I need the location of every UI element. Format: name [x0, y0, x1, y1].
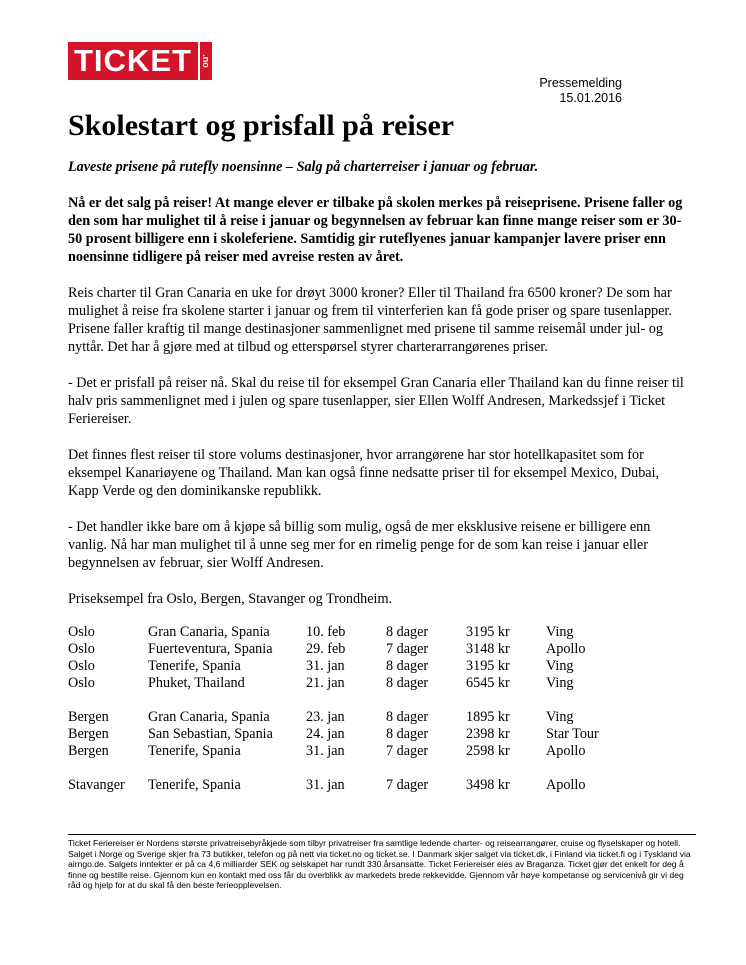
- logo-tld: .no: [200, 42, 212, 80]
- operator-cell: Apollo: [546, 777, 586, 793]
- city-cell: Oslo: [68, 624, 95, 640]
- ticket-logo: [68, 42, 212, 80]
- city-cell: Stavanger: [68, 777, 125, 793]
- price-cell: 3195 kr: [466, 658, 510, 674]
- date-cell: 23. jan: [306, 709, 345, 725]
- table-row: [68, 726, 646, 743]
- duration-cell: 7 dager: [386, 641, 429, 657]
- operator-cell: Apollo: [546, 743, 586, 759]
- table-row: [68, 675, 646, 692]
- operator-cell: Ving: [546, 624, 574, 640]
- operator-cell: Star Tour: [546, 726, 599, 742]
- press-label: Pressemelding: [539, 76, 622, 90]
- destination-cell: Tenerife, Spania: [148, 777, 241, 793]
- paragraph: Reis charter til Gran Canaria en uke for drøyt 3000 kroner? Eller til Thailand fra 6500 kroner? De som har mulighet å reise fra skolene starter i januar og frem til vinterferien kan få gode priser og spare tusenlapper. Prisene faller kraftig til mange destinasjoner sammenlignet med prisene til samme reisemål under jul- og nyttår. Det har å gjøre med at tilbud og etterspørsel styrer charterarrangørenes priser.: [68, 285, 672, 355]
- duration-cell: 8 dager: [386, 658, 429, 674]
- table-spacer: [68, 692, 646, 709]
- lead-paragraph: Nå er det salg på reiser! At mange elever er tilbake på skolen merkes på reiseprisene. Prisene faller og den som har mulighet til å reise i januar og begynnelsen av februar kan finne mange reiser som er 30-50 prosent billigere enn i skoleferiene. Samtidig gir ruteflyenes januar kampanjer lavere priser enn noensinne tidligere på reiser med avreise resten av året.: [68, 195, 683, 265]
- destination-cell: Tenerife, Spania: [148, 658, 241, 674]
- table-row: [68, 641, 646, 658]
- table-row: [68, 624, 646, 641]
- city-cell: Bergen: [68, 709, 109, 725]
- operator-cell: Ving: [546, 658, 574, 674]
- table-row: [68, 743, 646, 760]
- date-cell: 31. jan: [306, 743, 345, 759]
- paragraph: Det finnes flest reiser til store volums destinasjoner, hvor arrangørene har stor hotellkapasitet som for eksempel Kanariøyene og Thailand. Man kan også finne nedsatte priser til for eksempel Mexico, Dubai, Kapp Verde og den dominikanske republikk.: [68, 447, 660, 499]
- price-cell: 2398 kr: [466, 726, 510, 742]
- operator-cell: Ving: [546, 675, 574, 691]
- price-cell: 1895 kr: [466, 709, 510, 725]
- article-body: [68, 158, 688, 794]
- destination-cell: Fuerteventura, Spania: [148, 641, 273, 657]
- price-table: [68, 624, 646, 794]
- destination-cell: Gran Canaria, Spania: [148, 709, 270, 725]
- date-cell: 29. feb: [306, 641, 346, 657]
- date-cell: 31. jan: [306, 777, 345, 793]
- date-cell: 31. jan: [306, 658, 345, 674]
- duration-cell: 8 dager: [386, 675, 429, 691]
- duration-cell: 8 dager: [386, 709, 429, 725]
- destination-cell: Tenerife, Spania: [148, 743, 241, 759]
- paragraph: - Det er prisfall på reiser nå. Skal du reise til for eksempel Gran Canaria eller Thailand kan du finne reiser til halv pris sammenlignet med i julen og spare tusenlapper, sier Ellen Wolff Andresen, Markedssjef i Ticket Feriereiser.: [68, 375, 684, 427]
- operator-cell: Apollo: [546, 641, 586, 657]
- date-cell: 21. jan: [306, 675, 345, 691]
- destination-cell: San Sebastian, Spania: [148, 726, 273, 742]
- subtitle: Laveste prisene på rutefly noensinne – Salg på charterreiser i januar og februar.: [68, 159, 539, 175]
- destination-cell: Phuket, Thailand: [148, 675, 245, 691]
- city-cell: Bergen: [68, 726, 109, 742]
- paragraph: - Det handler ikke bare om å kjøpe så billig som mulig, også de mer eksklusive reisene er billigere enn vanlig. Nå har man mulighet til å unne seg mer for en rimelig penge for de som kan reise i januar eller begynnelsen av februar, sier Wolff Andresen.: [68, 519, 651, 571]
- duration-cell: 7 dager: [386, 777, 429, 793]
- duration-cell: 8 dager: [386, 726, 429, 742]
- company-footer: Ticket Feriereiser er Nordens største privatreisebyråkjede som tilbyr privatreiser fra samtlige ledende charter- og reisearrangører, cruise og flyselskaper og hotell. Salget i Norge og Sverige skjer fra 73 butikker, telefon og på nett via ticket.no og ticket.se. I Danmark skjer salget via ticket.dk, i Finland via ticket.fi og i Tyskland via airngo.de. Salgets inntekter er på ca 4,6 milliarder SEK og selskapet har rundt 330 årsansatte. Ticket Feriereiser eies av Braganza. Ticket gjør det enkelt for deg å finne og bestille reise. Gjennom kun en kontakt med oss får du overblikk av markedets brede rekkevidde. Gjennom vår høye kompetanse og servicenivå gir vi deg råd og hjelp for at du skal få den beste ferieopplevelsen.: [68, 834, 696, 891]
- duration-cell: 7 dager: [386, 743, 429, 759]
- table-row: [68, 658, 646, 675]
- duration-cell: 8 dager: [386, 624, 429, 640]
- page-title: Skolestart og prisfall på reiser: [68, 109, 455, 142]
- press-date: 15.01.2016: [559, 91, 622, 105]
- logo-brand: TICKET: [68, 42, 198, 80]
- date-cell: 10. feb: [306, 624, 346, 640]
- date-cell: 24. jan: [306, 726, 345, 742]
- price-cell: 6545 kr: [466, 675, 510, 691]
- table-spacer: [68, 760, 646, 777]
- city-cell: Bergen: [68, 743, 109, 759]
- table-row: [68, 777, 646, 794]
- price-cell: 3195 kr: [466, 624, 510, 640]
- city-cell: Oslo: [68, 658, 95, 674]
- price-cell: 3498 kr: [466, 777, 510, 793]
- city-cell: Oslo: [68, 675, 95, 691]
- price-cell: 3148 kr: [466, 641, 510, 657]
- city-cell: Oslo: [68, 641, 95, 657]
- press-header: [539, 76, 622, 106]
- operator-cell: Ving: [546, 709, 574, 725]
- destination-cell: Gran Canaria, Spania: [148, 624, 270, 640]
- table-row: [68, 709, 646, 726]
- price-cell: 2598 kr: [466, 743, 510, 759]
- paragraph: Priseksempel fra Oslo, Bergen, Stavanger og Trondheim.: [68, 591, 393, 607]
